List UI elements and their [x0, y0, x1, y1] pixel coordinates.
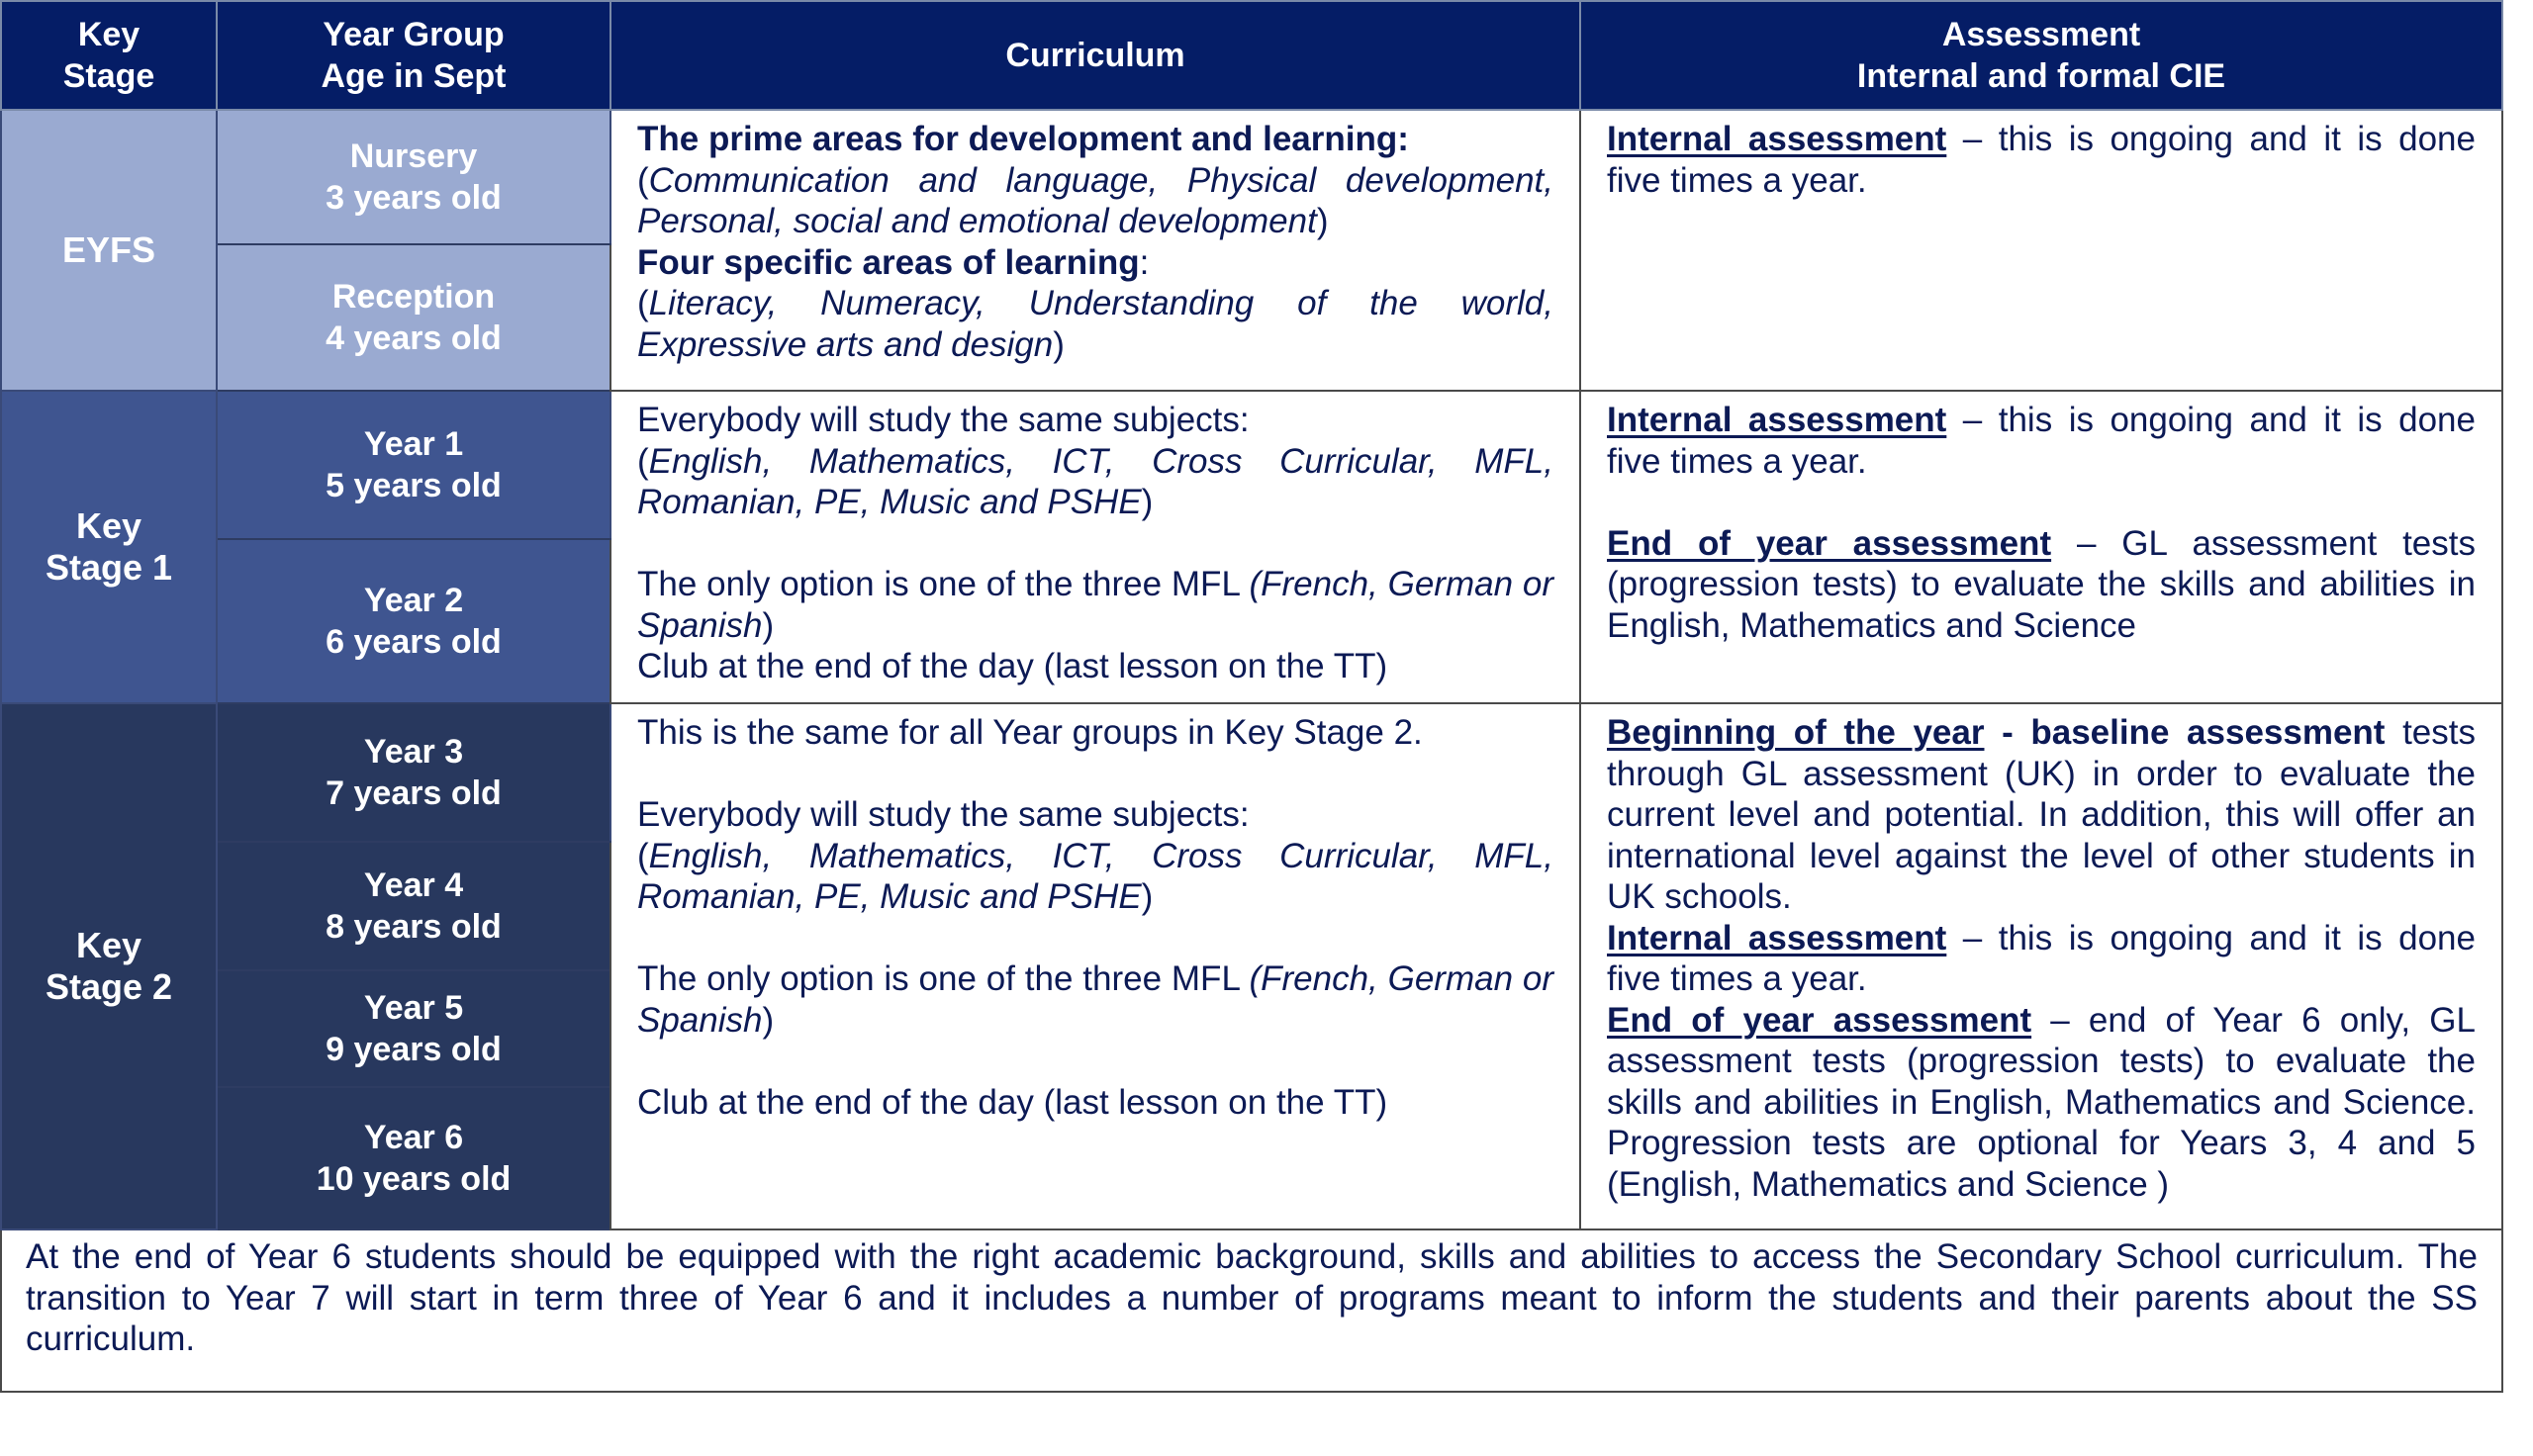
header-row: [1, 1, 2502, 110]
assessment-eyfs: Internal assessment – this is ongoing and it is done five times a year.: [1580, 110, 2502, 391]
header-key-stage: Key Stage: [1, 1, 217, 110]
ks1-row-year1: [1, 391, 2502, 539]
year-group-reception: Reception 4 years old: [217, 244, 610, 391]
eyfs-row-nursery: [1, 110, 2502, 244]
header-year-group: Year Group Age in Sept: [217, 1, 610, 110]
year-group-year6: Year 6 10 years old: [217, 1087, 610, 1229]
curriculum-ks1: Everybody will study the same subjects: (English, Mathematics, ICT, Cross Curricular, MFL, Romanian, PE, Music and PSHE) The only option is one of the three MFL (French, German or Spanish) Club at the end of the day (last lesson on the TT): [610, 391, 1580, 703]
key-stage-2: Key Stage 2: [1, 703, 217, 1229]
year-group-year2: Year 2 6 years old: [217, 539, 610, 703]
ks2-row-year3: [1, 703, 2502, 842]
key-stage-1: Key Stage 1: [1, 391, 217, 703]
assessment-ks1: Internal assessment – this is ongoing and it is done five times a year. End of year assessment – GL assessment tests (progression tests) to evaluate the skills and abilities in English, Mathematics and Science: [1580, 391, 2502, 703]
footer-row: [1, 1229, 2502, 1392]
year-group-year5: Year 5 9 years old: [217, 970, 610, 1087]
year-group-nursery: Nursery 3 years old: [217, 110, 610, 244]
year-group-year1: Year 1 5 years old: [217, 391, 610, 539]
year-group-year3: Year 3 7 years old: [217, 703, 610, 842]
header-assessment: Assessment Internal and formal CIE: [1580, 1, 2502, 110]
header-curriculum: Curriculum: [610, 1, 1580, 110]
assessment-ks2: Beginning of the year - baseline assessment tests through GL assessment (UK) in order to evaluate the current level and potential. In addition, this will offer an international level against the level of other students in UK schools. Internal assessment – this is ongoing and it is done five times a year. End of year assessment – end of Year 6 only, GL assessment tests (progression tests) to evaluate the skills and abilities in English, Mathematics and Science. Progression tests are optional for Years 3, 4 and 5 (English, Mathematics and Science ): [1580, 703, 2502, 1229]
footer-note: At the end of Year 6 students should be equipped with the right academic background, skills and abilities to access the Secondary School curriculum. The transition to Year 7 will start in term three of Year 6 and it includes a number of programs meant to inform the students and their parents about the SS curriculum.: [1, 1229, 2502, 1392]
key-stage-eyfs: EYFS: [1, 110, 217, 391]
curriculum-ks2: This is the same for all Year groups in Key Stage 2. Everybody will study the same subjects: (English, Mathematics, ICT, Cross Curricular, MFL, Romanian, PE, Music and PSHE) The only option is one of the three MFL (French, German or Spanish) Club at the end of the day (last lesson on the TT): [610, 703, 1580, 1229]
year-group-year4: Year 4 8 years old: [217, 842, 610, 970]
curriculum-eyfs: The prime areas for development and learning: (Communication and language, Physical development, Personal, social and emotional development) Four specific areas of learning: (Literacy, Numeracy, Understanding of the world, Expressive arts and design): [610, 110, 1580, 391]
